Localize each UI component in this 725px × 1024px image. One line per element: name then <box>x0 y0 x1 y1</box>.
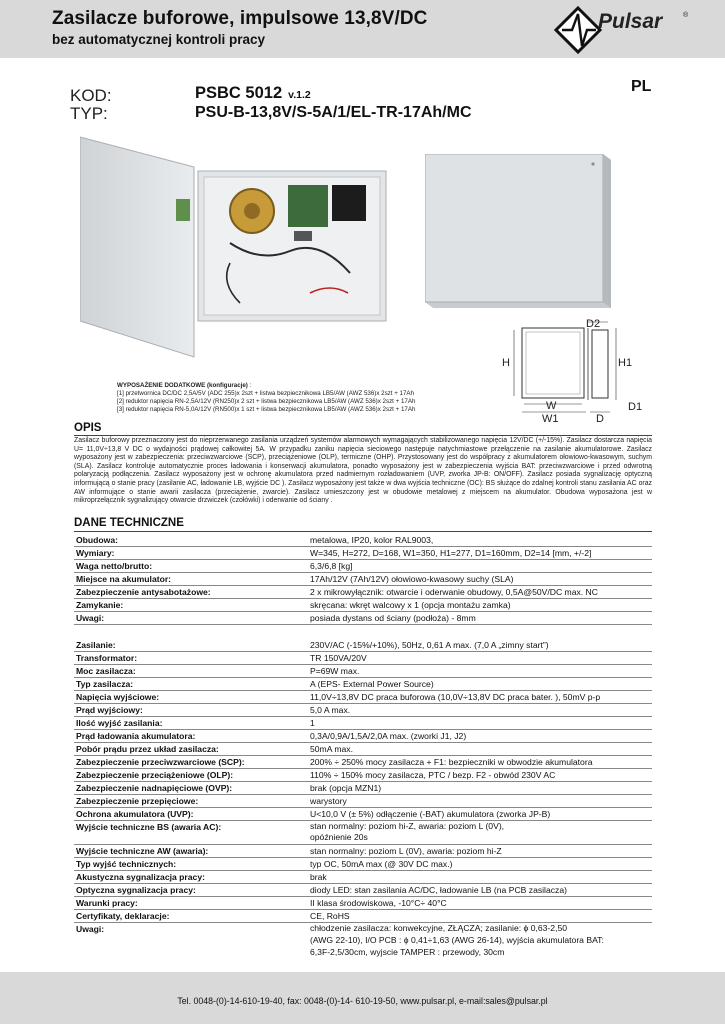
document-subtitle: bez automatycznej kontroli pracy <box>52 32 266 47</box>
spec-value: U<10,0 V (± 5%) odłączenie (-BAT) akumulatora (zworka JP-B) <box>308 807 652 820</box>
spec-gap-cell <box>308 625 652 639</box>
dim-label-w: W <box>546 400 557 412</box>
document-title: Zasilacze buforowe, impulsowe 13,8V/DC <box>52 8 428 29</box>
accessories-title-line <box>117 382 537 390</box>
spec-value-multiline <box>308 923 652 959</box>
spec-row <box>74 807 652 820</box>
spec-table <box>74 534 652 958</box>
spec-row <box>74 897 652 910</box>
spec-value: brak (opcja MZN1) <box>308 781 652 794</box>
spec-row <box>74 547 652 560</box>
footer-contact: Tel. 0048-(0)-14-610-19-40, fax: 0048-(0)-14- 610-19-50, www.pulsar.pl, e-mail:sales@pulsar.pl <box>177 996 548 1006</box>
spec-value: diody LED: stan zasilania AC/DC, ładowanie LB (na PCB zasilacza) <box>308 884 652 897</box>
spec-value: 0,3A/0,9A/1,5A/2,0A max. (zworki J1, J2) <box>308 729 652 742</box>
spec-key: Certyfikaty, deklaracje: <box>74 910 308 923</box>
dim-label-w1: W1 <box>542 413 559 424</box>
spec-value-line: (AWG 22-10), I/O PCB : ϕ 0,41÷1,63 (AWG 26-14), wyjścia akumulatora BAT: <box>310 934 604 945</box>
spec-key: Prąd ładowania akumulatora: <box>74 729 308 742</box>
spec-row <box>74 573 652 586</box>
spec-value: II klasa środowiskowa, -10°C÷ 40°C <box>308 897 652 910</box>
spec-key: Prąd wyjściowy: <box>74 703 308 716</box>
spec-value: CE, RoHS <box>308 910 652 923</box>
spec-key: Obudowa: <box>74 534 308 547</box>
spec-value: 200% ÷ 250% mocy zasilacza + F1: bezpieczniki w obwodzie akumulatora <box>308 755 652 768</box>
spec-key: Wyjście techniczne BS (awaria AC): <box>74 820 308 845</box>
spec-value-line: chłodzenie zasilacza: konwekcyjne, ZŁĄCZA; zasilanie: ϕ 0,63-2,50 <box>310 923 568 934</box>
spec-row <box>74 677 652 690</box>
dim-label-h1: H1 <box>618 357 633 369</box>
dim-label-d: D <box>596 413 604 424</box>
spec-row <box>74 664 652 677</box>
spec-row <box>74 586 652 599</box>
spec-value: 6,3/6,8 [kg] <box>308 560 652 573</box>
spec-value: TR 150VA/20V <box>308 651 652 664</box>
logo-wordmark: Pulsar <box>598 10 663 33</box>
spec-value-line: stan normalny: poziom hi-Z, awaria: poziom L (0V), <box>310 820 505 831</box>
spec-row <box>74 703 652 716</box>
spec-row <box>74 923 652 959</box>
typ-label: TYP: <box>70 104 108 123</box>
spec-value: brak <box>308 871 652 884</box>
spec-key: Warunki pracy: <box>74 897 308 910</box>
spec-row <box>74 781 652 794</box>
spec-row <box>74 794 652 807</box>
spec-key: Wyjście techniczne AW (awaria): <box>74 845 308 858</box>
spec-row <box>74 755 652 768</box>
spec-row <box>74 690 652 703</box>
spec-key: Waga netto/brutto: <box>74 560 308 573</box>
spec-row <box>74 742 652 755</box>
dim-label-d2: D2 <box>586 318 601 330</box>
spec-key: Zasilanie: <box>74 639 308 652</box>
spec-key: Miejsce na akumulator: <box>74 573 308 586</box>
spec-row <box>74 871 652 884</box>
spec-key: Ochrona akumulatora (UVP): <box>74 807 308 820</box>
spec-value: skręcana: wkręt walcowy x 1 (opcja montażu zamka) <box>308 599 652 612</box>
spec-row <box>74 768 652 781</box>
dane-divider <box>74 531 652 532</box>
accessories-title-suffix: : <box>247 382 252 389</box>
spec-key: Uwagi: <box>76 924 105 935</box>
spec-key: Optyczna sygnalizacja pracy: <box>74 884 308 897</box>
spec-value-line: opóźnienie 20s <box>310 832 368 843</box>
accessories-title: WYPOSAŻENIE DODATKOWE (konfiguracje) <box>117 382 248 389</box>
spec-row <box>74 534 652 547</box>
spec-key: Napięcia wyjściowe: <box>74 690 308 703</box>
spec-value-line: 6,3F-2,5/30cm, wyjscie TAMPER : przewody, 30cm <box>310 946 505 957</box>
spec-value: W=345, H=272, D=168, W1=350, H1=277, D1=160mm, D2=14 [mm, +/-2] <box>308 547 652 560</box>
spec-key: Zamykanie: <box>74 599 308 612</box>
dane-heading: DANE TECHNICZNE <box>74 517 184 529</box>
spec-row <box>74 910 652 923</box>
spec-key: Pobór prądu przez układ zasilacza: <box>74 742 308 755</box>
spec-row <box>74 716 652 729</box>
spec-value: P=69W max. <box>308 664 652 677</box>
spec-row <box>74 884 652 897</box>
spec-row <box>74 820 652 845</box>
product-code <box>195 84 311 103</box>
spec-row <box>74 651 652 664</box>
product-code-text: PSBC 5012 <box>195 84 283 102</box>
spec-row <box>74 599 652 612</box>
open-enclosure-photo <box>80 133 388 359</box>
spec-value-multiline <box>308 820 652 845</box>
accessory-item: [2] reduktor napięcia RN-2,5A/12V (RN250)x 2 szt + listwa bezpiecznikowa LB5/AW (AWZ 536)x 2szt + 17Ah <box>117 398 416 405</box>
spec-key: Moc zasilacza: <box>74 664 308 677</box>
spec-value: 110% ÷ 150% mocy zasilacza, PTC / bezp. F2 - obwód 230V AC <box>308 768 652 781</box>
spec-key: Zabezpieczenie przeciążeniowe (OLP): <box>74 768 308 781</box>
spec-value: warystory <box>308 794 652 807</box>
product-version: v.1.2 <box>288 89 311 101</box>
spec-value: metalowa, IP20, kolor RAL9003, <box>308 534 652 547</box>
spec-key: Typ zasilacza: <box>74 677 308 690</box>
spec-value: A (EPS- External Power Source) <box>308 677 652 690</box>
spec-key: Zabezpieczenie antysabotażowe: <box>74 586 308 599</box>
opis-divider <box>74 435 652 436</box>
closed-enclosure-photo <box>425 154 611 308</box>
spec-value: 230V/AC (-15%/+10%), 50Hz, 0,61 A max. (7,0 A „zimny start”) <box>308 639 652 652</box>
spec-value: 5,0 A max. <box>308 703 652 716</box>
spec-key: Zabezpieczenie przepięciowe: <box>74 794 308 807</box>
spec-key: Uwagi: <box>74 612 308 625</box>
spec-key: Wymiary: <box>74 547 308 560</box>
product-type: PSU-B-13,8V/S-5A/1/EL-TR-17Ah/MC <box>195 104 472 121</box>
spec-value: 11,0V÷13,8V DC praca buforowa (10,0V÷13,8V DC praca bater. ), 50mV p-p <box>308 690 652 703</box>
spec-value: typ OC, 50mA max (@ 30V DC max.) <box>308 858 652 871</box>
spec-row <box>74 845 652 858</box>
spec-value: 1 <box>308 716 652 729</box>
spec-gap-cell <box>74 625 308 639</box>
spec-key: Typ wyjść technicznych: <box>74 858 308 871</box>
spec-key: Akustyczna sygnalizacja pracy: <box>74 871 308 884</box>
pulsar-logo-mark-icon <box>552 4 604 56</box>
accessory-item: [1] przetwornica DC/DC 2,5A/5V (ADC 255)x 2szt + listwa bezpiecznikowa LB5/AW (AWZ 536)x 2szt + 17Ah <box>117 390 414 397</box>
dim-label-h: H <box>502 357 510 369</box>
opis-text: Zasilacz buforowy przeznaczony jest do nieprzerwanego zasilania urządzeń systemów alarmowych wymagających stabilizowanego napięcia 12V/DC (+/-15%). Zasilacz dostarcza napięcia U= 11,0V÷13,8 V DC o wydajności prądowej całkowitej 5A. W przypadku zaniku napięcia sieciowego następuje natychmiastowe przełączenie na zasilanie akumulatorowe. Zasilacz wyposażony jest w zabezpieczenia: przeciwzwarciowe (SCP), przeciążeniowe (OLP), termiczne (OHP). Przystosowany jest do współpracy z akumulatorem ołowiowo-kwasowym, suchym (SLA). Zasilacz kontroluje automatycznie proces ładowania i konserwacji akumulatora, ponadto wyposażony jest w zabezpieczenia wyjścia BAT: przeciwzwarciowe i przed odwrotną polaryzacją podłączenia. Zasilacz wyposażony jest w ochronę akumulatora przed nadmiernym rozładowaniem (UVP, zworka JP-B: ON/OFF). Zasilacz posiada sygnalizację optyczną informującą o stanie pracy (zasilanie AC, ładowanie LB, wyjście DC ). Zasilacz wyposażony jest także w dwa wyjścia techniczne (OC): BS służące do zdalnej kontroli stanu zasilania AC oraz AW informujące o stanie awarii zasilacza (przeciążenie, zwarcie). Zasilacz umieszczony jest w obudowie metalowej z miejscem na akumulator. Obudowa wyposażona jest w mikroprzełącznik sygnalizujący otwarcie drzwiczek (czołówki) i oderwanie od ściany . <box>74 437 652 505</box>
spec-gap <box>74 625 652 639</box>
spec-key: Transformator: <box>74 651 308 664</box>
spec-row <box>74 639 652 652</box>
spec-key: Ilość wyjść zasilania: <box>74 716 308 729</box>
spec-value: stan normalny: poziom L (0V), awaria: poziom hi-Z <box>308 845 652 858</box>
spec-row <box>74 858 652 871</box>
opis-heading: OPIS <box>74 422 102 434</box>
spec-row <box>74 560 652 573</box>
kod-label: KOD: <box>70 86 112 105</box>
spec-key: Zabezpieczenie nadnapięciowe (OVP): <box>74 781 308 794</box>
spec-value: posiada dystans od ściany (podłoża) - 8mm <box>308 612 652 625</box>
dim-label-d1: D1 <box>628 401 643 413</box>
spec-row <box>74 612 652 625</box>
spec-row <box>74 729 652 742</box>
spec-key: Zabezpieczenie przeciwzwarciowe (SCP): <box>74 755 308 768</box>
accessory-item: [3] reduktor napięcia RN-5,0A/12V (RN500)x 1 szt + listwa bezpiecznikowa LB5/AW (AWZ 536)x 2szt + 17Ah <box>117 406 416 413</box>
spec-value: 50mA max. <box>308 742 652 755</box>
spec-value: 2 x mikrowyłącznik: otwarcie i oderwanie obudowy, 0,5A@50V/DC max. NC <box>308 586 652 599</box>
logo-registered-mark: ® <box>683 12 689 19</box>
spec-value: 17Ah/12V (7Ah/12V) ołowiowo-kwasowy suchy (SLA) <box>308 573 652 586</box>
language-code: PL <box>631 78 652 95</box>
pulsar-logo <box>552 4 712 56</box>
accessories-block <box>117 382 537 414</box>
